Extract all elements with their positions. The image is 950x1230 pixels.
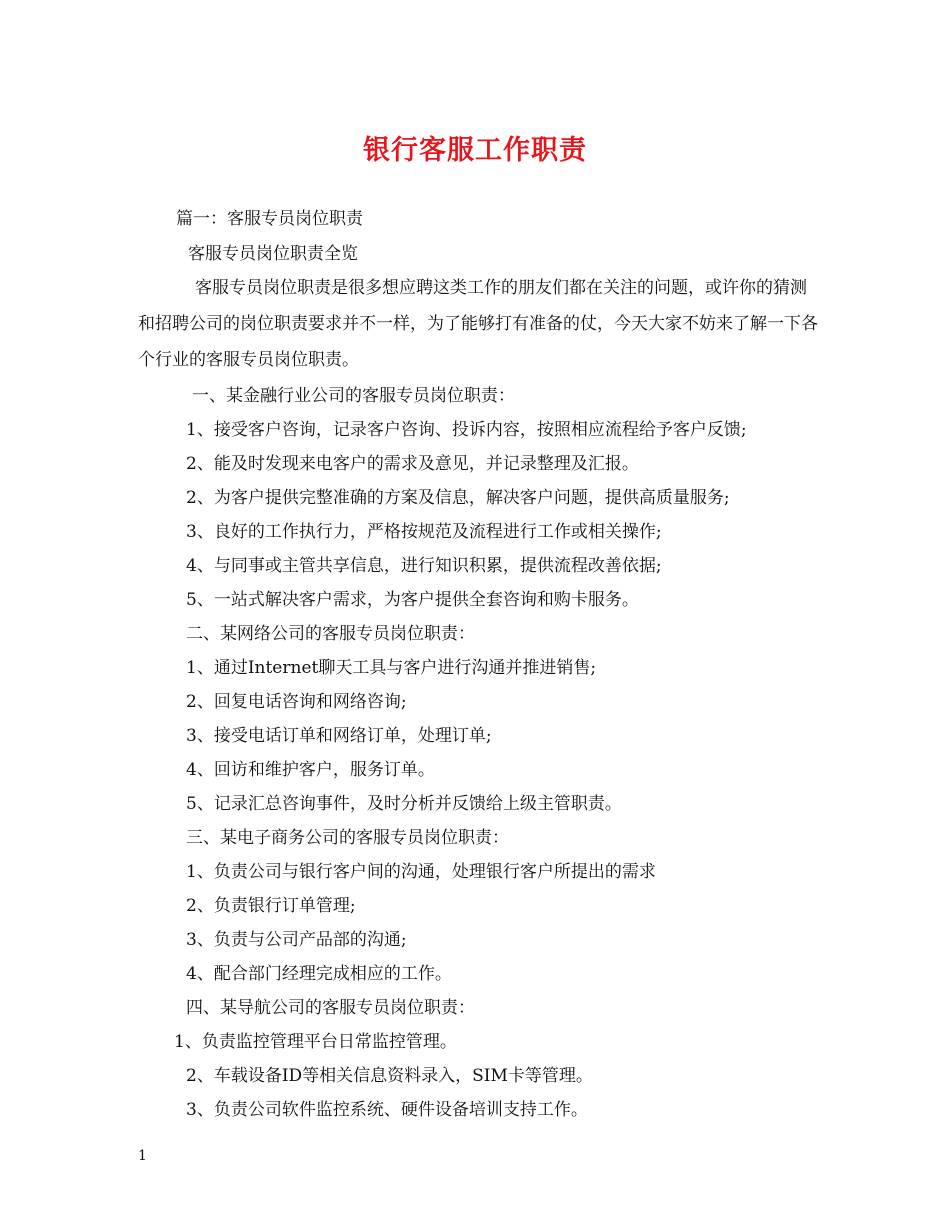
list-item: 1、负责公司与银行客户间的沟通，处理银行客户所提出的需求 <box>186 862 656 882</box>
page-number: 1 <box>138 1148 147 1164</box>
section-heading: 三、某电子商务公司的客服专员岗位职责： <box>186 828 509 848</box>
section-heading: 二、某网络公司的客服专员岗位职责： <box>186 624 475 644</box>
list-item: 2、回复电话咨询和网络咨询; <box>186 692 407 712</box>
list-item: 3、负责与公司产品部的沟通; <box>186 930 407 950</box>
list-item: 3、接受电话订单和网络订单，处理订单; <box>186 726 492 746</box>
list-item: 5、一站式解决客户需求，为客户提供全套咨询和购卡服务。 <box>186 590 639 610</box>
list-item: 4、配合部门经理完成相应的工作。 <box>186 964 452 984</box>
list-item: 1、负责监控管理平台日常监控管理。 <box>174 1032 457 1052</box>
document-title: 银行客服工作职责 <box>363 135 587 166</box>
section-heading: 四、某导航公司的客服专员岗位职责： <box>186 998 475 1018</box>
intro-paragraph: 客服专员岗位职责是很多想应聘这类工作的朋友们都在关注的问题，或许你的猜测和招聘公司的岗位职责要求并不一样，为了能够打有准备的仗，今天大家不妨来了解一下各个行业的客服专员岗位职责。 <box>138 278 818 370</box>
list-item: 2、为客户提供完整准确的方案及信息，解决客户问题，提供高质量服务; <box>186 488 730 508</box>
section-heading: 一、某金融行业公司的客服专员岗位职责： <box>192 386 515 406</box>
list-item: 5、记录汇总咨询事件，及时分析并反馈给上级主管职责。 <box>186 794 622 814</box>
subheading: 客服专员岗位职责全览 <box>188 244 358 264</box>
list-item: 2、车载设备ID等相关信息资料录入，SIM卡等管理。 <box>186 1066 593 1086</box>
list-item: 2、负责银行订单管理; <box>186 896 356 916</box>
list-item: 2、能及时发现来电客户的需求及意见，并记录整理及汇报。 <box>186 454 639 474</box>
list-item: 1、接受客户咨询，记录客户咨询、投诉内容，按照相应流程给予客户反馈; <box>186 420 747 440</box>
list-item: 3、良好的工作执行力，严格按规范及流程进行工作或相关操作; <box>186 522 662 542</box>
list-item: 1、通过Internet聊天工具与客户进行沟通并推进销售; <box>186 658 597 678</box>
list-item: 4、回访和维护客户，服务订单。 <box>186 760 435 780</box>
list-item: 3、负责公司软件监控系统、硬件设备培训支持工作。 <box>186 1100 588 1120</box>
section-heading: 篇一：客服专员岗位职责 <box>176 209 363 229</box>
list-item: 4、与同事或主管共享信息，进行知识积累，提供流程改善依据; <box>186 556 662 576</box>
